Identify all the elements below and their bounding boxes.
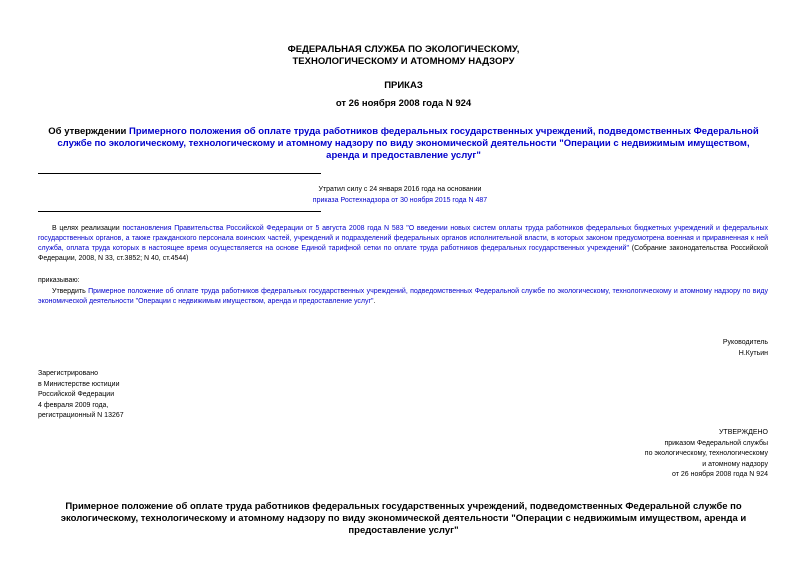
approval-line-1: УТВЕРЖДЕНО (718, 429, 768, 436)
signature-name: Н.Кутьин (738, 350, 768, 357)
approval-line-2: приказом Федеральной службы (664, 439, 768, 447)
expired-notice (250, 184, 550, 206)
expired-line: Утратил силу с 24 января 2016 года на основании (318, 186, 482, 193)
preamble-suffix: (Собрание законодательства Российской Федерации, 2008, N 33, ст.3852; N 40, ст.4544) (38, 245, 768, 262)
order-word: приказываю: (38, 277, 80, 284)
document-type: ПРИКАЗ (384, 80, 423, 91)
order-suffix: . (373, 298, 376, 305)
signature-title: Руководитель (722, 339, 768, 346)
registration-line-1: Зарегистрировано (38, 370, 98, 377)
signature-block (620, 337, 768, 359)
approval-line-3: по экологическому, технологическому (644, 450, 768, 457)
subject-prefix: Об утверждении (48, 126, 130, 137)
divider-bottom (38, 211, 321, 212)
document-subject (40, 126, 767, 162)
registration-line-5: регистрационный N 13267 (38, 412, 124, 419)
preamble-paragraph (38, 224, 768, 264)
agency-line-2: ТЕХНОЛОГИЧЕСКОМУ И АТОМНОМУ НАДЗОРУ (292, 56, 515, 67)
approval-block (560, 428, 768, 481)
order-prefix: Утвердить (52, 288, 89, 295)
approval-line-4: и атомному надзору (702, 460, 768, 468)
approval-line-5: от 26 ноября 2008 года N 924 (672, 471, 768, 478)
divider-top (38, 173, 321, 174)
registration-line-4: 4 февраля 2009 года, (38, 401, 109, 409)
document-date: от 26 ноября 2008 года N 924 (335, 98, 472, 109)
preamble-prefix: В целях реализации (52, 225, 123, 232)
expired-link[interactable]: приказа Ростехнадзора от 30 ноября 2015 года N 487 (312, 197, 488, 204)
regulation-link[interactable]: Примерное положение об оплате труда работников федеральных государственных учреждений, подведомственных Федеральной службе по экологическому, технологическому и атомному надзору по виду экономической деятельности "Операции с недвижимым имуществом, аренда и предоставление услуг" (38, 288, 768, 305)
registration-line-3: Российской Федерации (38, 391, 115, 398)
regulation-title: Примерное положение об оплате труда работников федеральных государственных учреждений, подведомственных Федеральной службе по экологическому, технологическому и атомному надзору по виду экономической деятельности "Операции с недвижимым имуществом, аренда и предоставление услуг" (60, 501, 747, 536)
resolution-link[interactable]: постановления Правительства Российской Федерации от 5 августа 2008 года N 583 "О введении новых систем оплаты труда работников федеральных бюджетных учреждений и федеральных государственных органов, а также гражданского персонала воинских частей, учреждений и подразделений федеральных органов исполнительной власти, в которых законом предусмотрена военная и приравненная к ней служба, оплата труда которых в настоящее время осуществляется на основе Единой тарифной сетки по оплате труда работников федеральных государственных учреждений" (38, 225, 769, 252)
agency-name (0, 44, 807, 68)
registration-block (38, 369, 238, 422)
order-paragraph (38, 287, 768, 307)
subject-link[interactable]: Примерного положения об оплате труда работников федеральных государственных учреждений, подведомственных Федеральной службе по экологическому, технологическому и атомному надзору по виду экономической деятельности "Операции с недвижимым имуществом, аренда и предоставление услуг" (57, 126, 759, 161)
agency-line-1: ФЕДЕРАЛЬНАЯ СЛУЖБА ПО ЭКОЛОГИЧЕСКОМУ, (287, 44, 520, 55)
registration-line-2: в Министерстве юстиции (38, 380, 120, 388)
